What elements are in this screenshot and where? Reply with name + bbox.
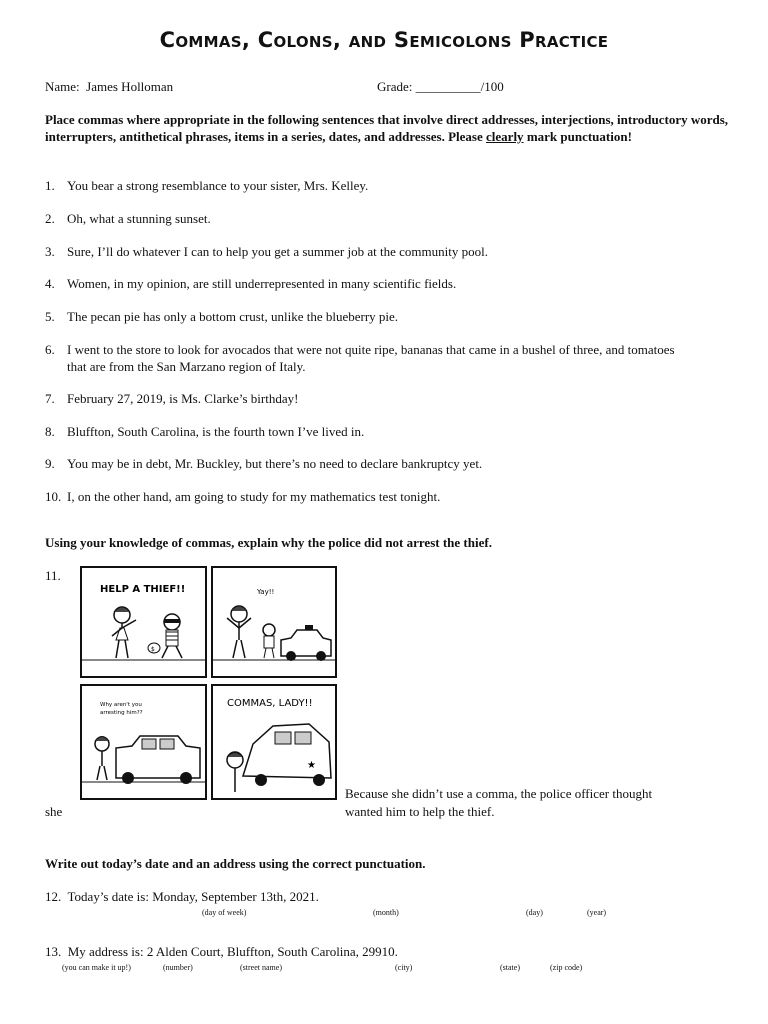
list-item bbox=[45, 276, 745, 293]
item-text: I went to the store to look for avocados that were not quite ripe, bananas that came in a bushel of three, and tomatoes bbox=[67, 342, 675, 357]
list-item bbox=[45, 211, 745, 228]
comic-panel-2-art bbox=[213, 568, 335, 676]
item-13-prefix: My address is: bbox=[67, 944, 144, 959]
list-item bbox=[45, 489, 745, 506]
item-text: I, on the other hand, am going to study for my mathematics test tonight. bbox=[67, 489, 441, 504]
item-number: 9. bbox=[45, 456, 55, 471]
name-value[interactable]: James Holloman bbox=[86, 79, 174, 94]
instructions-part-b: mark punctuation! bbox=[523, 128, 632, 144]
label-day: (day) bbox=[526, 908, 543, 917]
item-text: Oh, what a stunning sunset. bbox=[67, 211, 211, 226]
item-number: 7. bbox=[45, 391, 55, 406]
comic-panel-1-art bbox=[82, 568, 205, 676]
instructions bbox=[45, 112, 735, 145]
item-text: Women, in my opinion, are still underrepresented in many scientific fields. bbox=[67, 276, 457, 291]
label-zip-code: (zip code) bbox=[550, 963, 583, 972]
item-12-prefix: Today’s date is: bbox=[67, 889, 149, 904]
svg-text:$: $ bbox=[151, 646, 155, 653]
answer-11-she[interactable]: she bbox=[45, 804, 63, 819]
comic-panel-1-caption: HELP A THIEF!! bbox=[100, 584, 186, 595]
label-city: (city) bbox=[395, 963, 413, 972]
name-row bbox=[45, 79, 173, 95]
item-text: You may be in debt, Mr. Buckley, but there’s no need to declare bankruptcy yet. bbox=[67, 456, 483, 471]
answer-11-line-2[interactable]: wanted him to help the thief. bbox=[345, 804, 495, 819]
item-number: 8. bbox=[45, 424, 55, 439]
item-text: The pecan pie has only a bottom crust, unlike the blueberry pie. bbox=[67, 309, 399, 324]
item-13 bbox=[45, 944, 398, 960]
list-item bbox=[45, 309, 745, 326]
label-year: (year) bbox=[587, 908, 607, 917]
item-13-number: 13. bbox=[45, 944, 62, 959]
item-number: 2. bbox=[45, 211, 55, 226]
comic-panel-3-art bbox=[82, 686, 205, 798]
comic-panel-3 bbox=[80, 684, 207, 800]
label-make-it-up: (you can make it up!) bbox=[62, 963, 131, 972]
item-12-number: 12. bbox=[45, 889, 62, 904]
item-12-answer[interactable]: Monday, September 13th, 2021. bbox=[152, 889, 319, 904]
instructions-part-a: Place commas where appropriate in the following sentences that involve direct addresses, interjections, introductory words, interrupters, antithetical phrases, items in a series, dates, and addresses. Please bbox=[45, 112, 729, 144]
item-text: You bear a strong resemblance to your sister, Mrs. Kelley. bbox=[67, 178, 369, 193]
item-number: 4. bbox=[45, 276, 55, 291]
answer-11-line-1[interactable]: Because she didn’t use a comma, the police officer thought bbox=[345, 786, 653, 801]
list-item bbox=[45, 456, 745, 473]
comic-panel-1 bbox=[80, 566, 207, 678]
label-state: (state) bbox=[500, 963, 520, 972]
label-day-of-week: (day of week) bbox=[202, 908, 247, 917]
list-item bbox=[45, 424, 745, 441]
comic-panel-2 bbox=[211, 566, 337, 678]
grade-value[interactable]: __________/100 bbox=[415, 79, 504, 94]
item-text-continued: that are from the San Marzano region of Italy. bbox=[67, 358, 306, 374]
comic-panel-3-caption-2: arresting him?? bbox=[100, 710, 143, 716]
item-number: 6. bbox=[45, 342, 55, 357]
comic-panel-4-caption: COMMAS, LADY!! bbox=[227, 698, 313, 709]
comic-panel-2-caption: Yay!! bbox=[257, 588, 275, 596]
label-number: (number) bbox=[163, 963, 193, 972]
list-item bbox=[45, 244, 745, 261]
question-date-address: Write out today’s date and an address using the correct punctuation. bbox=[45, 856, 426, 871]
instructions-underlined: clearly bbox=[486, 128, 524, 144]
item-number: 5. bbox=[45, 309, 55, 324]
grade-row bbox=[377, 79, 504, 95]
item-number: 1. bbox=[45, 178, 55, 193]
item-11-number: 11. bbox=[45, 568, 61, 583]
item-text: Bluffton, South Carolina, is the fourth town I’ve lived in. bbox=[67, 424, 365, 439]
comic-panel-4 bbox=[211, 684, 337, 800]
comic-panel-3-caption-1: Why aren't you bbox=[100, 702, 142, 708]
item-number: 3. bbox=[45, 244, 55, 259]
item-text: Sure, I’ll do whatever I can to help you get a summer job at the community pool. bbox=[67, 244, 488, 259]
name-label: Name: bbox=[45, 79, 80, 94]
grade-label: Grade: bbox=[377, 79, 413, 94]
label-month: (month) bbox=[373, 908, 399, 917]
page-title: Commas, Colons, and Semicolons Practice bbox=[159, 28, 609, 52]
svg-text:★: ★ bbox=[307, 760, 316, 771]
item-13-answer[interactable]: 2 Alden Court, Bluffton, South Carolina, 29910. bbox=[146, 944, 398, 959]
item-number: 10. bbox=[45, 489, 62, 504]
label-street-name: (street name) bbox=[240, 963, 282, 972]
comic-panel-4-art bbox=[213, 686, 335, 798]
question-commas: Using your knowledge of commas, explain why the police did not arrest the thief. bbox=[45, 535, 492, 550]
item-12 bbox=[45, 889, 319, 905]
list-item bbox=[45, 342, 745, 375]
list-item bbox=[45, 391, 745, 408]
item-text: February 27, 2019, is Ms. Clarke’s birthday! bbox=[67, 391, 299, 406]
list-item bbox=[45, 178, 745, 195]
